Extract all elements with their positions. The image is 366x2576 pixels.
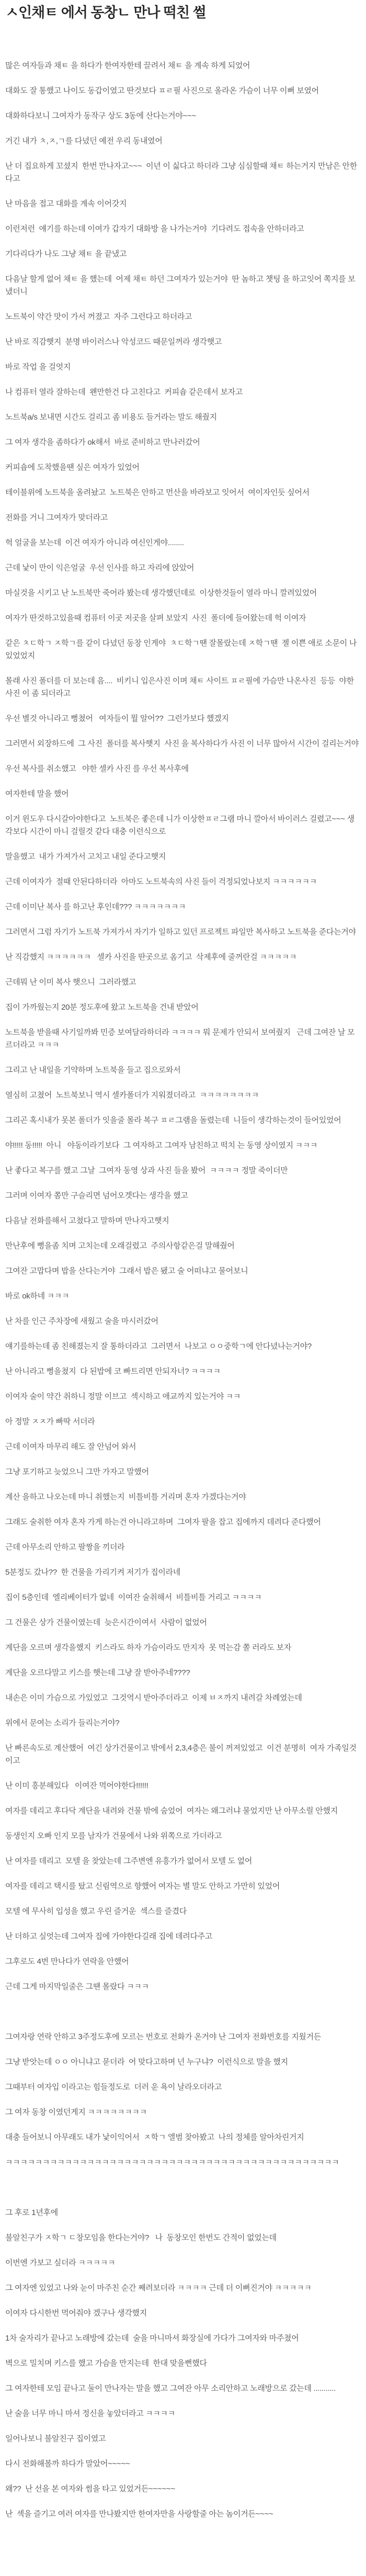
post-paragraph: 헉 얼굴을 보는데 이건 여자가 아니라 여신인게야........ bbox=[5, 538, 184, 547]
post-paragraph: 난 아니라고 뻥을쳤지 다 된밥에 코 빠트리면 안되자너? ㅋㅋㅋㅋ bbox=[5, 1366, 221, 1376]
post-paragraph: 근데 이여자가 절때 안된다하더라 아마도 노트북속의 사진 들이 걱정되었나보지 ㅋㅋㅋㅋㅋㅋ bbox=[5, 877, 317, 886]
post-paragraph: 그후로도 4번 만나다가 연락을 안했어 bbox=[5, 1957, 129, 1966]
post-paragraph: 그냥 포기하고 늦었으니 그만 가자고 말했어 bbox=[5, 1467, 149, 1476]
post-paragraph: 그러면서 그럼 자기가 노트북 가져가서 자기가 일하고 있던 프로젝트 파일만 복사하고 노트북을 준다는거야 bbox=[5, 927, 356, 936]
post-paragraph: 나 컴퓨터 열라 잘하는데 왠만한건 다 고친다고 커피숍 같은데서 보자고 bbox=[5, 387, 243, 397]
post-paragraph: 노트북a/s 보내면 시간도 걸리고 좀 비용도 들거라는 말도 해줬지 bbox=[5, 412, 217, 422]
paragraph-spacer bbox=[5, 2182, 361, 2194]
post-paragraph: 만난후에 뻥을좀 치며 고치는데 오래걸렸고 주의사항같은걸 말해줬어 bbox=[5, 1241, 235, 1250]
post-paragraph: 1차 술자리가 끝나고 노래방에 갔는데 술을 마니마셔 화장실에 가다가 그여자와 마주쳤어 bbox=[5, 2333, 299, 2343]
post-paragraph: 근데 그게 마지막일줄은 그땐 몰랐다 ㅋㅋㅋ bbox=[5, 1982, 149, 1991]
post-paragraph: 테이블위에 노트북을 올려놨고 노트북은 안하고 먼산을 바라보고 잇어서 여이자인듯 싶어서 bbox=[5, 488, 310, 497]
post-paragraph: 이여자 다시한번 먹어줘야 겠구나 생각했지 bbox=[5, 2308, 147, 2318]
post-paragraph: 내손은 이미 가슴으로 가있었고 그것역시 받아주더라고 이제 ㅂㅈ까지 내려갈 차례였는데 bbox=[5, 1693, 302, 1702]
post-paragraph: 계단을 오르며 생각을했지 키스라도 하자 가슴이라도 만지자 못 먹는감 쫄 러라도 보자 bbox=[5, 1643, 291, 1652]
post-paragraph: 말을했고 내가 가져가서 고치고 내일 준다고햇지 bbox=[5, 852, 166, 861]
post-paragraph: 5분정도 갔나?? 한 건물을 가리기켜 저기가 집이라네 bbox=[5, 1567, 181, 1577]
post-paragraph: 불알친구가 ㅈ학ㄱ ㄷ창모임을 한다는거야? 나 동창모인 한번도 간적이 없었는데 bbox=[5, 2233, 277, 2242]
post-paragraph: 그리고 난 내일을 기약하며 노트북을 들고 집으로와서 bbox=[5, 1065, 181, 1075]
post-paragraph: 바로 ok하네 ㅋㅋㅋ bbox=[5, 1291, 70, 1301]
post-paragraph: 대화도 잘 통했고 나이도 동갑이였고 딴것보다 ㅍㄹ필 사진으로 올라온 가슴이 너무 이뻐 보였어 bbox=[5, 86, 319, 95]
post-paragraph: 난 여자를 데리고 모텔 을 찾았는데 그주변엔 유흥가가 없어서 모텔 도 없어 bbox=[5, 1856, 253, 1866]
post-paragraph: 그 여자한테 모임 끝나고 둘이 만나자는 말을 했고 그여잔 아무 소리안하고 노래방으로 갔는데 ........... bbox=[5, 2383, 336, 2393]
post-paragraph: 다음날 전화를해서 고쳤다고 말하며 만나자고햇지 bbox=[5, 1216, 169, 1225]
post-paragraph: 난 마음을 접고 대화를 계속 이어갓지 bbox=[5, 199, 127, 208]
post-paragraph: 동생인지 오빠 인지 모를 남자가 건물에서 나와 위쪽으로 가더라고 bbox=[5, 1831, 222, 1840]
post-paragraph: 난 좋다고 복구를 했고 그날 그여자 동영 상과 사진 들을 봤어 ㅋㅋㅋㅋ 정말 죽이더만 bbox=[5, 1166, 288, 1175]
post-paragraph: 노트북이 약간 맛이 가서 꺼졌고 자주 그런다고 하더라고 bbox=[5, 312, 192, 321]
post-paragraph: 그러며 이여자 쫌만 구슬리면 넘어오겟다는 생각을 했고 bbox=[5, 1191, 188, 1200]
post-paragraph: 그여잔 고맙다며 밥을 산다는거야 그래서 밥은 됐고 술 어떠냐고 물어보니 bbox=[5, 1266, 248, 1275]
post-paragraph: 근데뭐 난 이미 복사 햇으니 그러라했고 bbox=[5, 977, 136, 987]
post-paragraph: 같은 ㅊㄷ학ㄱ ㅈ학ㄱ를 같이 다녔던 동창 인게야 ㅊㄷ학ㄱ땐 잘몰랐는데 ㅈ학ㄱ땐 젤 이쁜 애로 소문이 나있었었지 bbox=[5, 638, 357, 660]
post-paragraph: 그 건물은 상가 건물이였는데 늦은시간이여서 사람이 없었어 bbox=[5, 1618, 207, 1627]
post-body bbox=[5, 60, 361, 2521]
post-paragraph: 그냥 받앗는데 ㅇㅇ 아니냐고 묻더라 어 맞다고하며 넌 누구냐? 이런식으로 말을 했지 bbox=[5, 2057, 288, 2066]
post-paragraph: 그리곤 혹시내가 못본 폴더가 잇을줄 몰라 복구 ㅍㄹ그램을 돌렸는데 니들이 생각하는것이 들어있었어 bbox=[5, 1115, 341, 1125]
post-paragraph: 많은 여자들과 채ㅌ 을 하다가 한여자한테 끌려서 채ㅌ 을 계속 하게 되었어 bbox=[5, 61, 250, 70]
post-paragraph: 근데 이여자 마무리 해도 잘 안넘어 와서 bbox=[5, 1442, 136, 1451]
post-paragraph: 기다리다가 나도 그냥 채ㅌ 을 끝냈고 bbox=[5, 249, 127, 258]
post-paragraph: 계산 을하고 나오는데 마니 취했는지 비틀비틀 거리며 혼자 가겠다는거야 bbox=[5, 1492, 246, 1501]
post-paragraph: 난 직감했지 ㅋㅋㅋㅋㅋㅋ 셀카 사진을 딴곳으로 옴기고 삭제후에 줄꺼란걸 ㅋㅋㅋㅋㅋ bbox=[5, 952, 297, 962]
post-paragraph: 그 여자 생각을 좀하다가 ok해서 바로 준비하고 만나러갔어 bbox=[5, 437, 200, 447]
post-paragraph: 다시 전화해볼까 하다가 말았어~~~~~ bbox=[5, 2459, 130, 2468]
post-paragraph: 다음날 할게 없어 채ㅌ 을 했는데 어제 채ㅌ 하던 그여자가 있는거야 딴 놈하고 챗팅 을 하고잇어 쪽지를 보냈더니 bbox=[5, 274, 356, 296]
post-paragraph: 마실것을 시키고 난 노트북만 죽어라 봤는데 생각했던데로 이상한것들이 열라 마니 깔려있었어 bbox=[5, 588, 317, 597]
post-paragraph: 난 바로 직감햇지 분명 바이러스나 악성코드 때문일꺼라 생각햇고 bbox=[5, 337, 222, 346]
post-paragraph: 야!!!!! 동!!!!! 아니 야동이라기보다 그 여자하고 그여자 남친하고 떡치 는 동영 상이였지 ㅋㅋㅋ bbox=[5, 1140, 318, 1150]
post-title: ㅅ인채ㅌ 에서 동창ㄴ 만나 떡친 썰 bbox=[5, 5, 206, 20]
post-paragraph: 모텔 에 무사히 입성을 했고 우린 즐거운 섹스를 즐겼다 bbox=[5, 1906, 187, 1916]
post-paragraph: 집이 5층인데 엘리베이터가 없네 이여잔 술취해서 비틀비틀 거리고 ㅋㅋㅋㅋ bbox=[5, 1592, 262, 1602]
post-paragraph: 대충 들어보니 아무래도 내가 낯이익어서 ㅈ학ㄱ 앨범 찾아봤고 나의 정체를 알아차린거지 bbox=[5, 2132, 304, 2142]
post-paragraph: 집이 가까웠는지 20분 정도후에 왔고 노트북을 건내 받았어 bbox=[5, 1002, 199, 1012]
post-paragraph: 그러면서 외장하드에 그 사진 폴더를 복사햇지 사진 을 복사하다가 사진 이 너무 많아서 시간이 걸리는거야 bbox=[5, 739, 359, 748]
post-paragraph: 난 이미 흥분해있다 이여잔 먹어야한다!!!!!! bbox=[5, 1781, 148, 1790]
post-paragraph: 그 여자 동창 이였던게지 ㅋㅋㅋㅋㅋㅋㅋㅋ bbox=[5, 2107, 147, 2117]
post-paragraph: 거긴 내가 ㅊ,ㅈ,ㄱ를 다녔던 예전 우리 동내였어 bbox=[5, 136, 163, 145]
post-paragraph: 그래도 술취한 여자 혼자 가게 하는건 아니라고하며 그여자 팔을 잡고 집에까지 데려다 준다했어 bbox=[5, 1517, 321, 1527]
post-paragraph: 여자를 데리고 택시를 탔고 신림역으로 향했어 여자는 별 말도 안하고 가만히 있었어 bbox=[5, 1881, 280, 1891]
post-paragraph: ㅋㅋㅋㅋㅋㅋㅋㅋㅋㅋㅋㅋㅋㅋㅋㅋㅋㅋㅋㅋㅋㅋㅋㅋㅋㅋㅋㅋㅋㅋㅋㅋㅋㅋㅋㅋㅋㅋㅋㅋㅋㅋㅋㅋㅋ bbox=[5, 2157, 339, 2167]
post-paragraph: 난 섹을 즐기고 여러 여자를 만나봤지만 한여자만을 사랑할줄 아는 놈이거든~~~~ bbox=[5, 2509, 273, 2518]
post-paragraph: 벽으로 밀치며 키스를 했고 가슴을 만지는데 한대 맞을뻔했다 bbox=[5, 2358, 207, 2368]
post-paragraph: 그여자랑 연락 안하고 3주정도후에 모르는 번호로 전화가 온거야 난 그여자 전화번호를 지웠거든 bbox=[5, 2032, 321, 2041]
post-paragraph: 근데 이미난 복사 를 하고난 후인데??? ㅋㅋㅋㅋㅋㅋㅋ bbox=[5, 902, 186, 911]
post-paragraph: 근데 낯이 만이 익은얼굴 우선 인사를 하고 자리에 앉았어 bbox=[5, 563, 195, 572]
post-paragraph: 난 더하고 싶엇는데 그여자 집에 가야한다길래 집에 데려다주고 bbox=[5, 1931, 213, 1941]
post-paragraph: 노트북을 받을때 사기일까봐 민증 보여달라하더라 ㅋㅋㅋㅋ 뭐 문제가 안되서 보여줬지 근데 그여잔 날 모르더라고 ㅋㅋㅋ bbox=[5, 1027, 355, 1049]
post-paragraph: 계단을 오르다말고 키스를 햇는데 그냥 잘 받아주네???? bbox=[5, 1668, 190, 1677]
post-paragraph: 전화를 거니 그여자가 맞더라고 bbox=[5, 513, 108, 522]
post-paragraph: 얘기를하는데 좀 친해졌는지 잘 통하더라고 그러면서 나보고 ㅇㅇ중학ㄱ에 안다녔나는거야? bbox=[5, 1341, 312, 1351]
post-paragraph: 그 여자엔 있었고 나와 눈이 마주친 순간 째려보더라 ㅋㅋㅋㅋ 근데 더 이뻐진거야 ㅋㅋㅋㅋㅋ bbox=[5, 2283, 312, 2292]
post-paragraph: 이런저런 얘기를 하는데 이여가 갑자기 대화방 을 나가는거야 기다려도 접속을 안하더라고 bbox=[5, 224, 304, 233]
post-paragraph: 난 빠른속도로 계산했어 여긴 상가건물이고 밖에서 2,3,4층은 불이 꺼져있었고 이건 분명히 여자 가족일것이고 bbox=[5, 1743, 357, 1765]
post-paragraph: 우선 복사를 취소했고 야한 셀카 사진 를 우선 복사후에 bbox=[5, 764, 189, 773]
post-paragraph: 난 더 집요하게 꼬셨지 한번 만나자고~~~ 이년 이 싫다고 하더라 그냥 심심할때 채ㅌ 하는거지 만남은 안한다고 bbox=[5, 161, 357, 183]
post-paragraph: 우선 별것 아니라고 뻥쳤어 여자들이 뭘 알어?? 그런가보다 했겠지 bbox=[5, 714, 229, 723]
post-paragraph: 여자가 딴것하고있을때 컴퓨터 이곳 저곳을 살펴 보았지 사진 폴더에 들어왔는데 헉 이여자 bbox=[5, 613, 306, 623]
post-paragraph: 난 차를 인근 주차장에 새웠고 술을 마시러갔어 bbox=[5, 1316, 158, 1326]
post-paragraph: 열심히 고쳤어 노트북보니 역시 셀카폴더가 지워졌더라고 ㅋㅋㅋㅋㅋㅋㅋㅋ bbox=[5, 1090, 259, 1100]
post-paragraph: 커피숍에 도착했을땐 싶은 여자가 있었어 bbox=[5, 462, 140, 472]
post-paragraph: 몰래 사진 폴더를 더 보는데 음.... 비키니 입은사진 이며 채ㅌ 사이트 ㅍㄹ필에 가슴만 나온사진 등등 야한사진 이 좀 되더라고 bbox=[5, 676, 354, 698]
post-paragraph: 이거 윈도우 다시갈아야한다고 노트북은 좋은데 니가 이상한ㅍㄹ그램 마니 깔아서 바이러스 걸렸고~~~ 생각보다 시간이 마니 걸릴것 같다 대충 이런식으로 bbox=[5, 814, 354, 836]
post-paragraph: 그때부터 여자입 이라고는 힘들정도로 더러 운 욕이 날라오더라고 bbox=[5, 2082, 222, 2092]
post-paragraph: 이번엔 가보고 싶더라 ㅋㅋㅋㅋㅋ bbox=[5, 2258, 116, 2267]
post-paragraph: 아 정말 ㅈㅈ가 빠딱 서더라 bbox=[5, 1417, 95, 1426]
post-paragraph: 난 술을 너무 마니 마셔 정신을 놓았더라고 ㅋㅋㅋㅋ bbox=[5, 2409, 176, 2418]
post-paragraph: 이여자 술이 약간 취하니 정말 이브고 섹시하고 애교까지 있는거야 ㅋㅋ bbox=[5, 1392, 241, 1401]
post-paragraph: 대화하다보니 그여자가 동작구 상도 3동에 산다는거야~~~ bbox=[5, 111, 196, 120]
post-paragraph: 바로 작업 을 걸엇지 bbox=[5, 362, 71, 371]
post-paragraph: 일어나보니 불알친구 집이였고 bbox=[5, 2434, 106, 2443]
post-paragraph: 그 후로 1년후에 bbox=[5, 2208, 58, 2217]
post-paragraph: 왜?? 난 선을 본 여자와 썸을 타고 있었거든~~~~~~ bbox=[5, 2484, 175, 2493]
post-paragraph: 위에서 문여는 소리가 들리는거야? bbox=[5, 1718, 120, 1727]
post-paragraph: 여자를 데리고 후다닥 계단을 내려와 건물 밖에 숨었어 여자는 왜그러냐 물었지만 난 아무소릴 안했지 bbox=[5, 1806, 338, 1815]
paragraph-spacer bbox=[5, 2006, 361, 2018]
post-paragraph: 근데 아무소리 안하고 팔짱을 끼더라 bbox=[5, 1542, 125, 1552]
post-paragraph: 여자한테 말을 했어 bbox=[5, 789, 69, 798]
